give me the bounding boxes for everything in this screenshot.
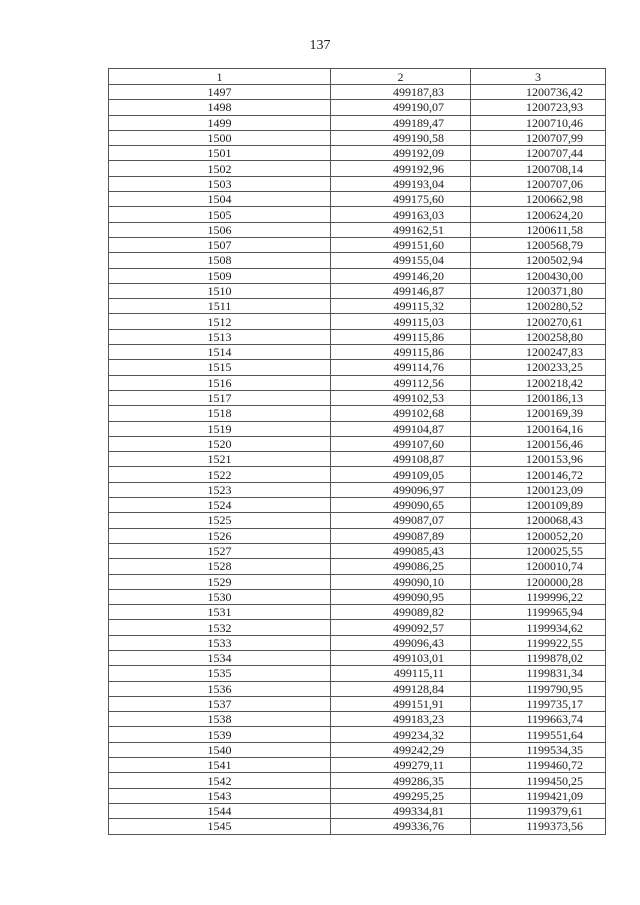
cell-point-number: 1515 — [109, 360, 331, 375]
cell-x-coordinate: 499096,43 — [331, 635, 471, 650]
table-row — [109, 605, 606, 620]
cell-y-coordinate: 1200502,94 — [471, 253, 606, 268]
cell-x-coordinate: 499190,07 — [331, 100, 471, 115]
cell-point-number: 1508 — [109, 253, 331, 268]
table-row — [109, 452, 606, 467]
cell-point-number: 1544 — [109, 803, 331, 818]
cell-x-coordinate: 499162,51 — [331, 222, 471, 237]
cell-y-coordinate: 1200568,79 — [471, 237, 606, 252]
table-row — [109, 482, 606, 497]
cell-point-number: 1531 — [109, 605, 331, 620]
cell-y-coordinate: 1200186,13 — [471, 390, 606, 405]
table-row — [109, 192, 606, 207]
table-row — [109, 758, 606, 773]
table-row — [109, 406, 606, 421]
table-row — [109, 559, 606, 574]
cell-y-coordinate: 1199551,64 — [471, 727, 606, 742]
cell-x-coordinate: 499092,57 — [331, 620, 471, 635]
cell-x-coordinate: 499115,86 — [331, 329, 471, 344]
cell-point-number: 1522 — [109, 467, 331, 482]
cell-point-number: 1514 — [109, 345, 331, 360]
cell-point-number: 1518 — [109, 406, 331, 421]
cell-point-number: 1502 — [109, 161, 331, 176]
cell-point-number: 1501 — [109, 146, 331, 161]
cell-point-number: 1521 — [109, 452, 331, 467]
cell-x-coordinate: 499104,87 — [331, 421, 471, 436]
cell-point-number: 1528 — [109, 559, 331, 574]
cell-point-number: 1540 — [109, 742, 331, 757]
table-row — [109, 161, 606, 176]
cell-point-number: 1529 — [109, 574, 331, 589]
cell-point-number: 1527 — [109, 543, 331, 558]
cell-x-coordinate: 499115,11 — [331, 666, 471, 681]
cell-x-coordinate: 499107,60 — [331, 436, 471, 451]
cell-point-number: 1526 — [109, 528, 331, 543]
cell-y-coordinate: 1200258,80 — [471, 329, 606, 344]
cell-y-coordinate: 1199996,22 — [471, 589, 606, 604]
cell-x-coordinate: 499112,56 — [331, 375, 471, 390]
cell-y-coordinate: 1200169,39 — [471, 406, 606, 421]
cell-y-coordinate: 1200624,20 — [471, 207, 606, 222]
table-row — [109, 130, 606, 145]
table-header — [109, 69, 606, 85]
cell-point-number: 1536 — [109, 681, 331, 696]
table-row — [109, 513, 606, 528]
cell-point-number: 1500 — [109, 130, 331, 145]
cell-x-coordinate: 499279,11 — [331, 758, 471, 773]
table-row — [109, 421, 606, 436]
table-row — [109, 819, 606, 834]
table-row — [109, 712, 606, 727]
cell-point-number: 1543 — [109, 788, 331, 803]
cell-y-coordinate: 1200025,55 — [471, 543, 606, 558]
cell-y-coordinate: 1200153,96 — [471, 452, 606, 467]
cell-point-number: 1507 — [109, 237, 331, 252]
cell-point-number: 1525 — [109, 513, 331, 528]
cell-y-coordinate: 1200068,43 — [471, 513, 606, 528]
cell-y-coordinate: 1199934,62 — [471, 620, 606, 635]
cell-y-coordinate: 1199790,95 — [471, 681, 606, 696]
table-row — [109, 467, 606, 482]
table-row — [109, 498, 606, 513]
table-row — [109, 299, 606, 314]
cell-point-number: 1503 — [109, 176, 331, 191]
cell-y-coordinate: 1200662,98 — [471, 192, 606, 207]
table-row — [109, 773, 606, 788]
cell-point-number: 1535 — [109, 666, 331, 681]
page-number: 137 — [309, 38, 331, 53]
cell-point-number: 1506 — [109, 222, 331, 237]
table-row — [109, 222, 606, 237]
cell-y-coordinate: 1200280,52 — [471, 299, 606, 314]
cell-point-number: 1530 — [109, 589, 331, 604]
coordinates-table — [108, 68, 606, 835]
cell-y-coordinate: 1200218,42 — [471, 375, 606, 390]
cell-point-number: 1539 — [109, 727, 331, 742]
table-row — [109, 528, 606, 543]
cell-point-number: 1517 — [109, 390, 331, 405]
cell-x-coordinate: 499155,04 — [331, 253, 471, 268]
table-body — [109, 85, 606, 835]
cell-y-coordinate: 1200010,74 — [471, 559, 606, 574]
cell-y-coordinate: 1199373,56 — [471, 819, 606, 834]
cell-point-number: 1541 — [109, 758, 331, 773]
cell-point-number: 1509 — [109, 268, 331, 283]
table-row — [109, 100, 606, 115]
table-row — [109, 589, 606, 604]
table-row — [109, 696, 606, 711]
table-row — [109, 727, 606, 742]
column-header-x: 2 — [331, 69, 471, 85]
cell-y-coordinate: 1200430,00 — [471, 268, 606, 283]
table-row — [109, 742, 606, 757]
cell-x-coordinate: 499286,35 — [331, 773, 471, 788]
cell-y-coordinate: 1200052,20 — [471, 528, 606, 543]
cell-x-coordinate: 499242,29 — [331, 742, 471, 757]
cell-point-number: 1523 — [109, 482, 331, 497]
cell-point-number: 1537 — [109, 696, 331, 711]
cell-point-number: 1519 — [109, 421, 331, 436]
cell-x-coordinate: 499336,76 — [331, 819, 471, 834]
cell-point-number: 1524 — [109, 498, 331, 513]
cell-y-coordinate: 1199663,74 — [471, 712, 606, 727]
table-row — [109, 237, 606, 252]
cell-y-coordinate: 1200146,72 — [471, 467, 606, 482]
cell-y-coordinate: 1199922,55 — [471, 635, 606, 650]
cell-y-coordinate: 1199379,61 — [471, 803, 606, 818]
cell-x-coordinate: 499090,65 — [331, 498, 471, 513]
cell-y-coordinate: 1200707,06 — [471, 176, 606, 191]
cell-x-coordinate: 499108,87 — [331, 452, 471, 467]
cell-y-coordinate: 1199450,25 — [471, 773, 606, 788]
table-row — [109, 788, 606, 803]
cell-x-coordinate: 499175,60 — [331, 192, 471, 207]
cell-x-coordinate: 499086,25 — [331, 559, 471, 574]
cell-y-coordinate: 1200371,80 — [471, 283, 606, 298]
cell-y-coordinate: 1199878,02 — [471, 650, 606, 665]
cell-x-coordinate: 499189,47 — [331, 115, 471, 130]
cell-y-coordinate: 1199965,94 — [471, 605, 606, 620]
table-row — [109, 375, 606, 390]
cell-y-coordinate: 1199831,34 — [471, 666, 606, 681]
cell-y-coordinate: 1200156,46 — [471, 436, 606, 451]
table-row — [109, 329, 606, 344]
cell-y-coordinate: 1199534,35 — [471, 742, 606, 757]
cell-y-coordinate: 1200164,16 — [471, 421, 606, 436]
cell-x-coordinate: 499103,01 — [331, 650, 471, 665]
cell-y-coordinate: 1199735,17 — [471, 696, 606, 711]
cell-x-coordinate: 499192,96 — [331, 161, 471, 176]
table-row — [109, 360, 606, 375]
cell-point-number: 1511 — [109, 299, 331, 314]
cell-x-coordinate: 499085,43 — [331, 543, 471, 558]
cell-x-coordinate: 499151,60 — [331, 237, 471, 252]
cell-x-coordinate: 499087,07 — [331, 513, 471, 528]
cell-x-coordinate: 499190,58 — [331, 130, 471, 145]
table-row — [109, 574, 606, 589]
cell-y-coordinate: 1200707,44 — [471, 146, 606, 161]
cell-y-coordinate: 1200270,61 — [471, 314, 606, 329]
table-row — [109, 115, 606, 130]
cell-y-coordinate: 1200707,99 — [471, 130, 606, 145]
table-row — [109, 390, 606, 405]
table-row — [109, 620, 606, 635]
cell-y-coordinate: 1200233,25 — [471, 360, 606, 375]
cell-x-coordinate: 499128,84 — [331, 681, 471, 696]
header-row — [109, 69, 606, 85]
table-row — [109, 436, 606, 451]
cell-point-number: 1505 — [109, 207, 331, 222]
cell-x-coordinate: 499090,95 — [331, 589, 471, 604]
cell-x-coordinate: 499089,82 — [331, 605, 471, 620]
table-row — [109, 314, 606, 329]
table-row — [109, 176, 606, 191]
cell-point-number: 1533 — [109, 635, 331, 650]
cell-point-number: 1513 — [109, 329, 331, 344]
cell-y-coordinate: 1200000,28 — [471, 574, 606, 589]
cell-x-coordinate: 499115,03 — [331, 314, 471, 329]
table-row — [109, 268, 606, 283]
column-header-y: 3 — [471, 69, 606, 85]
cell-point-number: 1512 — [109, 314, 331, 329]
cell-x-coordinate: 499183,23 — [331, 712, 471, 727]
cell-point-number: 1534 — [109, 650, 331, 665]
cell-point-number: 1538 — [109, 712, 331, 727]
cell-x-coordinate: 499151,91 — [331, 696, 471, 711]
cell-x-coordinate: 499087,89 — [331, 528, 471, 543]
cell-x-coordinate: 499102,68 — [331, 406, 471, 421]
cell-x-coordinate: 499163,03 — [331, 207, 471, 222]
cell-x-coordinate: 499193,04 — [331, 176, 471, 191]
cell-y-coordinate: 1200123,09 — [471, 482, 606, 497]
cell-x-coordinate: 499115,32 — [331, 299, 471, 314]
table-row — [109, 207, 606, 222]
cell-point-number: 1497 — [109, 85, 331, 100]
cell-point-number: 1532 — [109, 620, 331, 635]
table-row — [109, 635, 606, 650]
cell-point-number: 1516 — [109, 375, 331, 390]
cell-x-coordinate: 499295,25 — [331, 788, 471, 803]
cell-y-coordinate: 1200723,93 — [471, 100, 606, 115]
cell-x-coordinate: 499334,81 — [331, 803, 471, 818]
cell-y-coordinate: 1200736,42 — [471, 85, 606, 100]
table-row — [109, 283, 606, 298]
cell-x-coordinate: 499090,10 — [331, 574, 471, 589]
cell-x-coordinate: 499234,32 — [331, 727, 471, 742]
cell-x-coordinate: 499109,05 — [331, 467, 471, 482]
cell-point-number: 1542 — [109, 773, 331, 788]
cell-y-coordinate: 1200247,83 — [471, 345, 606, 360]
cell-x-coordinate: 499146,20 — [331, 268, 471, 283]
cell-x-coordinate: 499192,09 — [331, 146, 471, 161]
table-row — [109, 146, 606, 161]
cell-y-coordinate: 1199421,09 — [471, 788, 606, 803]
cell-y-coordinate: 1200109,89 — [471, 498, 606, 513]
cell-point-number: 1499 — [109, 115, 331, 130]
cell-y-coordinate: 1200708,14 — [471, 161, 606, 176]
cell-x-coordinate: 499096,97 — [331, 482, 471, 497]
cell-point-number: 1504 — [109, 192, 331, 207]
table-row — [109, 345, 606, 360]
table-row — [109, 681, 606, 696]
cell-point-number: 1498 — [109, 100, 331, 115]
table-row — [109, 543, 606, 558]
table-row — [109, 650, 606, 665]
column-header-point-number: 1 — [109, 69, 331, 85]
cell-y-coordinate: 1200611,58 — [471, 222, 606, 237]
cell-x-coordinate: 499102,53 — [331, 390, 471, 405]
cell-y-coordinate: 1200710,46 — [471, 115, 606, 130]
table-row — [109, 253, 606, 268]
cell-x-coordinate: 499146,87 — [331, 283, 471, 298]
cell-y-coordinate: 1199460,72 — [471, 758, 606, 773]
table-row — [109, 666, 606, 681]
cell-point-number: 1545 — [109, 819, 331, 834]
table-row — [109, 85, 606, 100]
cell-x-coordinate: 499187,83 — [331, 85, 471, 100]
cell-x-coordinate: 499114,76 — [331, 360, 471, 375]
table-row — [109, 803, 606, 818]
cell-x-coordinate: 499115,86 — [331, 345, 471, 360]
cell-point-number: 1520 — [109, 436, 331, 451]
cell-point-number: 1510 — [109, 283, 331, 298]
